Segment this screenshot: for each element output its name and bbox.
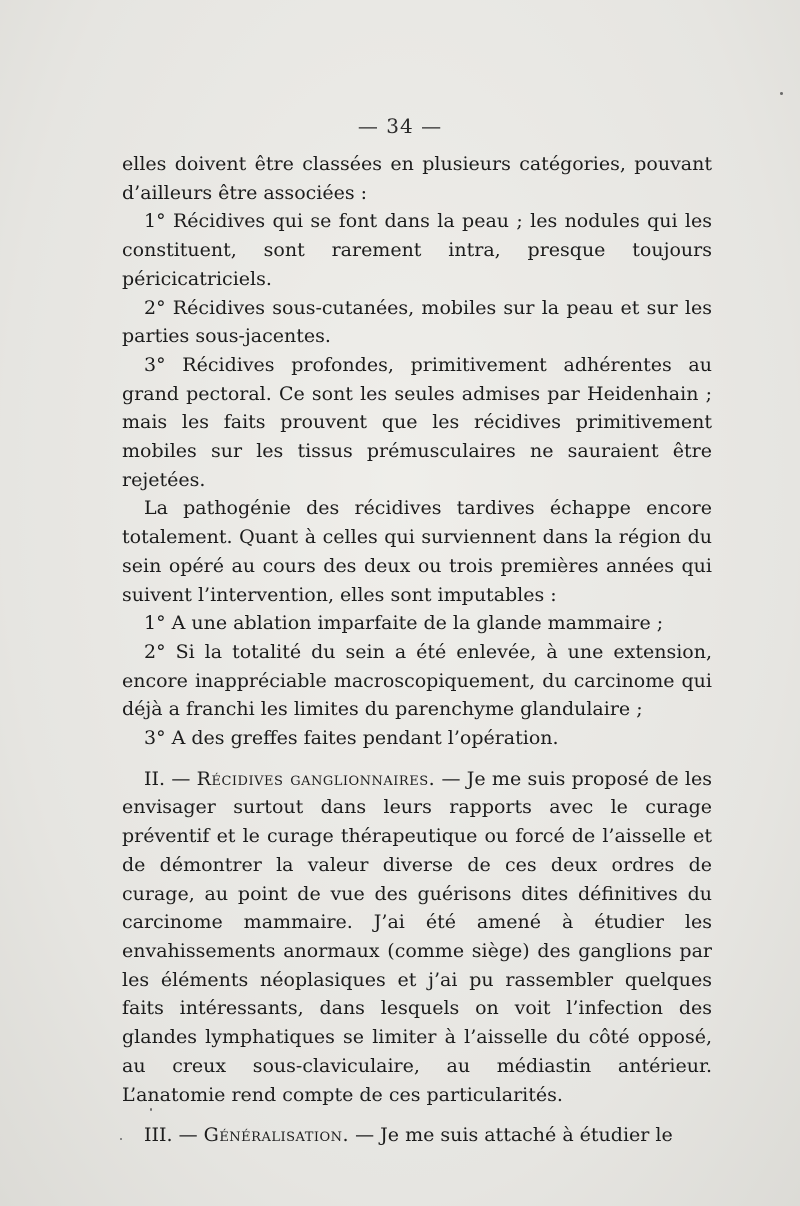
section-2-number: II. — bbox=[144, 767, 197, 790]
recurrence-item-3: 3° Récidives profondes, primitivement adhérentes au grand pectoral. Ce sont les seules admises par Heidenhain ; mais les faits prouvent que les récidives primitivement mobiles sur les tissus prémusculaires ne sauraient être rejetées. bbox=[122, 353, 712, 491]
intro-paragraph: elles doivent être classées en plusieurs catégories, pouvant d’ailleurs être associées : bbox=[122, 153, 712, 204]
cause-item-3: 3° A des greffes faites pendant l’opération. bbox=[144, 727, 559, 750]
paper-speck bbox=[780, 92, 783, 95]
page-number: — 34 — bbox=[357, 114, 443, 138]
section-3-heading: Généralisation. bbox=[203, 1124, 350, 1147]
section-generalisation bbox=[122, 1121, 712, 1150]
cause-item-1: 1° A une ablation imparfaite de la glande mammaire ; bbox=[144, 612, 664, 635]
pathogenesis-paragraph: La pathogénie des récidives tardives échappe encore totalement. Quant à celles qui surviennent dans la région du sein opéré au cours des deux ou trois premières années qui suivent l’intervention, elles sont imputables : bbox=[122, 497, 712, 606]
section-3-text: — Je me suis attaché à étudier le bbox=[349, 1124, 673, 1147]
body-text bbox=[122, 150, 712, 1150]
paper-speck bbox=[120, 1138, 122, 1140]
paper-speck bbox=[150, 1108, 152, 1111]
section-3-number: III. — bbox=[144, 1124, 204, 1147]
cause-item-2: 2° Si la totalité du sein a été enlevée, à une extension, encore inappréciable macroscopiquement, du carcinome qui déjà a franchi les limites du parenchyme glandulaire ; bbox=[122, 640, 712, 721]
section-2-text: — Je me suis proposé de les envisager surtout dans leurs rapports avec le curage préventif et le curage thérapeutique ou forcé de l’aisselle et de démontrer la valeur diverse de ces deux ordres de curage, au point de vue des guérisons dites définitives du carcinome mammaire. J’ai été amené à étudier les envahissements anormaux (comme siège) des ganglions par les éléments néoplasiques et j’ai pu rassembler quelques faits intéressants, dans lesquels on voit l’infection des glandes lymphatiques se limiter à l’aisselle du côté opposé, au creux sous-claviculaire, au médiastin antérieur. L’anatomie rend compte de ces particularités. bbox=[122, 767, 712, 1106]
section-2-heading: Récidives ganglionnaires. bbox=[196, 767, 436, 790]
section-ganglionnaires bbox=[122, 765, 712, 1109]
recurrence-item-2: 2° Récidives sous-cutanées, mobiles sur la peau et sur les parties sous-jacentes. bbox=[122, 296, 712, 348]
recurrence-item-1: 1° Récidives qui se font dans la peau ; les nodules qui les constituent, sont rarement intra, presque toujours péricicatriciels. bbox=[122, 210, 712, 290]
